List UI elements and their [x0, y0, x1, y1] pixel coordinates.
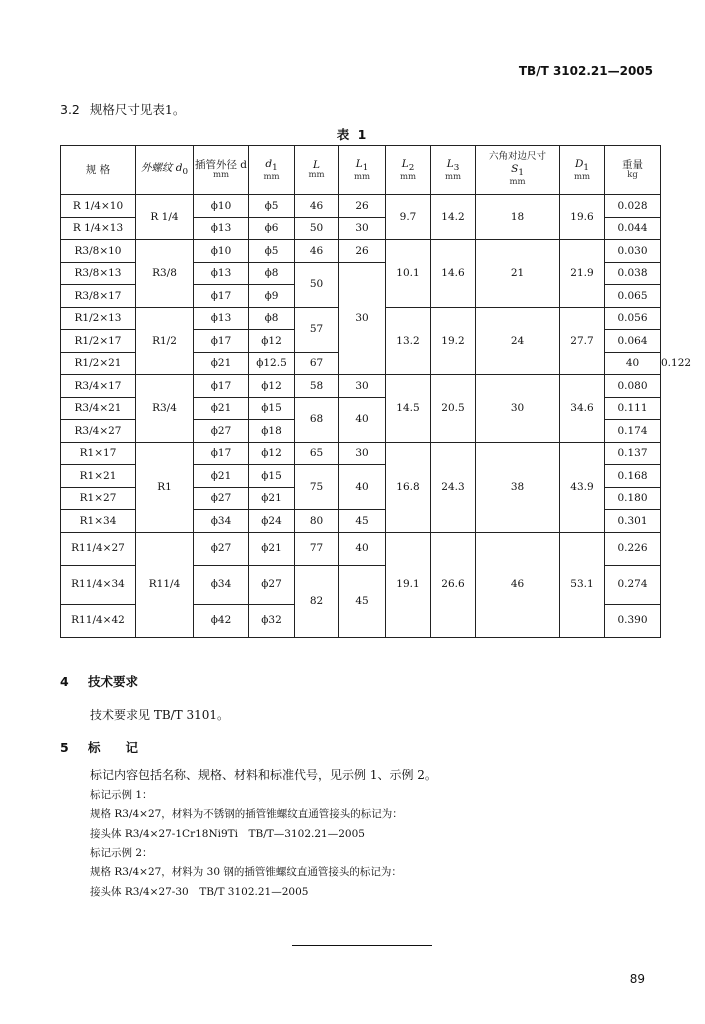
cell-L: 58 — [295, 375, 339, 398]
cell-tube-d: ϕ17 — [194, 330, 249, 353]
cell-spec: R11/4×34 — [61, 565, 136, 604]
cell-S1: 21 — [476, 240, 560, 308]
cell-L2: 9.7 — [386, 195, 431, 240]
header-L3: $L_3$ mm — [431, 146, 476, 195]
cell-L: 46 — [295, 195, 339, 218]
cell-L1: 45 — [339, 510, 386, 533]
cell-d1: ϕ8 — [249, 262, 295, 285]
cell-L2: 10.1 — [386, 240, 431, 308]
section-number: 3.2 — [60, 102, 80, 117]
spec-table — [60, 145, 692, 638]
cell-D1: 21.9 — [560, 240, 605, 308]
cell-tube-d: ϕ13 — [194, 262, 249, 285]
cell-d1: ϕ32 — [249, 604, 295, 637]
section-5-text: 标记内容包括名称、规格、材料和标准代号，见示例 1、示例 2。 — [90, 768, 437, 782]
cell-weight: 0.226 — [605, 532, 661, 565]
cell-L1: 26 — [339, 195, 386, 218]
cell-L1: 30 — [339, 442, 386, 465]
header-tube-d: 插管外径 d mm — [194, 146, 249, 195]
cell-weight: 0.080 — [605, 375, 661, 398]
cell-weight: 0.038 — [605, 262, 661, 285]
cell-tube-d: ϕ17 — [194, 375, 249, 398]
cell-thread: R3/4 — [136, 375, 194, 443]
footer-rule — [292, 945, 432, 946]
cell-tube-d: ϕ34 — [194, 565, 249, 604]
cell-d1: ϕ5 — [249, 240, 295, 263]
cell-L1: 45 — [339, 565, 386, 637]
cell-spec: R3/4×21 — [61, 397, 136, 420]
fraction: 1/4 — [85, 578, 103, 591]
cell-L2: 13.2 — [386, 307, 431, 375]
cell-weight: 0.180 — [605, 487, 661, 510]
cell-spec: R1×21 — [61, 465, 136, 488]
section-4-heading: 4 技术要求 — [60, 674, 139, 689]
cell-L: 67 — [295, 352, 339, 375]
cell-D1: 34.6 — [560, 375, 605, 443]
header-D1: $D_1$ mm — [560, 146, 605, 195]
cell-weight: 0.030 — [605, 240, 661, 263]
cell-L: 68 — [295, 397, 339, 442]
cell-spec: R3/4×17 — [61, 375, 136, 398]
cell-L: 57 — [295, 307, 339, 352]
cell-spec: R1×17 — [61, 442, 136, 465]
cell-S1: 18 — [476, 195, 560, 240]
cell-L3: 19.2 — [431, 307, 476, 375]
cell-spec: R1×27 — [61, 487, 136, 510]
table-row — [61, 240, 661, 263]
cell-L: 75 — [295, 465, 339, 510]
page-number: 89 — [629, 972, 645, 986]
cell-L3: 14.2 — [431, 195, 476, 240]
example-2-mark: 接头体 R3/4×27-30 TB/T 3102.21—2005 — [90, 886, 309, 898]
cell-tube-d: ϕ34 — [194, 510, 249, 533]
table-row — [61, 532, 661, 565]
cell-d1: ϕ15 — [249, 397, 295, 420]
fraction: 1/4 — [85, 542, 103, 555]
cell-weight: 0.044 — [605, 217, 661, 240]
section-5-heading: 5 标 记 — [60, 740, 139, 755]
cell-tube-d: ϕ21 — [194, 397, 249, 420]
cell-L2: 14.5 — [386, 375, 431, 443]
cell-d1: ϕ8 — [249, 307, 295, 330]
table-row — [61, 195, 661, 218]
cell-S1: 38 — [476, 442, 560, 532]
header-d1: $d_1$ mm — [249, 146, 295, 195]
header-thread: 外螺纹 $d_0$ — [136, 146, 194, 195]
cell-L1: 40 — [339, 532, 386, 565]
table-row — [61, 375, 661, 398]
cell-tube-d: ϕ13 — [194, 307, 249, 330]
cell-L: 80 — [295, 510, 339, 533]
cell-tube-d: ϕ42 — [194, 604, 249, 637]
cell-d1: ϕ24 — [249, 510, 295, 533]
cell-D1: 27.7 — [560, 307, 605, 375]
table-row: R1/2×21 ϕ21 ϕ12.5 67 40 0.122 — [61, 352, 661, 375]
cell-d1: ϕ12 — [249, 375, 295, 398]
cell-D1: 19.6 — [560, 195, 605, 240]
example-1-mark: 接头体 R3/4×27-1Cr18Ni9Ti TB/T—3102.21—2005 — [90, 828, 365, 840]
table-title: 表 1 — [336, 127, 369, 142]
cell-d1: ϕ18 — [249, 420, 295, 443]
cell-d1: ϕ21 — [249, 532, 295, 565]
cell-spec: R3/8×13 — [61, 262, 136, 285]
cell-thread: R1/2 — [136, 307, 194, 375]
cell-thread: R3/8 — [136, 240, 194, 308]
cell-L1: 40 — [339, 465, 386, 510]
cell-D1: 53.1 — [560, 532, 605, 637]
cell-L: 65 — [295, 442, 339, 465]
cell-spec: R1/2×17 — [61, 330, 136, 353]
header-hex: 六角对边尺寸 $S_1$ mm — [476, 146, 560, 195]
cell-S1: 30 — [476, 375, 560, 443]
header-L1: $L_1$ mm — [339, 146, 386, 195]
cell-spec: R11/4×27 — [61, 532, 136, 565]
cell-tube-d: ϕ21 — [194, 352, 249, 375]
cell-d1: ϕ5 — [249, 195, 295, 218]
example-1-label: 标记示例 1： — [90, 789, 153, 801]
header-spec: 规 格 — [61, 146, 136, 195]
cell-L2: 16.8 — [386, 442, 431, 532]
cell-thread: R 1/4 — [136, 195, 194, 240]
cell-L1: 40 — [605, 352, 661, 375]
cell-spec: R 1/4×10 — [61, 195, 136, 218]
cell-L: 77 — [295, 532, 339, 565]
cell-L: 82 — [295, 565, 339, 637]
cell-L2: 19.1 — [386, 532, 431, 637]
cell-tube-d: ϕ17 — [194, 285, 249, 308]
cell-weight: 0.274 — [605, 565, 661, 604]
cell-d1: ϕ12 — [249, 330, 295, 353]
cell-spec: R1×34 — [61, 510, 136, 533]
cell-d1: ϕ15 — [249, 465, 295, 488]
header-L2: $L_2$ mm — [386, 146, 431, 195]
section-text: 规格尺寸见表1。 — [89, 102, 186, 117]
cell-L: 50 — [295, 217, 339, 240]
cell-tube-d: ϕ27 — [194, 487, 249, 510]
cell-d1: ϕ9 — [249, 285, 295, 308]
cell-L3: 14.6 — [431, 240, 476, 308]
cell-thread: R11/4 — [136, 532, 194, 637]
cell-weight: 0.168 — [605, 465, 661, 488]
cell-tube-d: ϕ10 — [194, 240, 249, 263]
cell-spec: R3/8×17 — [61, 285, 136, 308]
cell-weight: 0.301 — [605, 510, 661, 533]
cell-L: 46 — [295, 240, 339, 263]
cell-weight: 0.137 — [605, 442, 661, 465]
cell-weight: 0.111 — [605, 397, 661, 420]
example-2-description: 规格 R3/4×27，材料为 30 钢的插管锥螺纹直通管接头的标记为： — [90, 866, 402, 878]
cell-S1: 24 — [476, 307, 560, 375]
header-weight: 重量 kg — [605, 146, 661, 195]
cell-spec: R1/2×21 — [61, 352, 136, 375]
cell-thread: R1 — [136, 442, 194, 532]
cell-S1: 46 — [476, 532, 560, 637]
cell-spec: R 1/4×13 — [61, 217, 136, 240]
cell-weight: 0.065 — [605, 285, 661, 308]
cell-L1: 26 — [339, 240, 386, 263]
cell-L3: 20.5 — [431, 375, 476, 443]
cell-L1: 30 — [339, 262, 386, 375]
table-row — [61, 442, 661, 465]
fraction: 1/4 — [163, 578, 181, 591]
cell-d1: ϕ21 — [249, 487, 295, 510]
example-2-label: 标记示例 2： — [90, 847, 153, 859]
cell-spec: R1/2×13 — [61, 307, 136, 330]
cell-spec: R11/4×42 — [61, 604, 136, 637]
cell-L: 50 — [295, 262, 339, 307]
cell-weight: 0.056 — [605, 307, 661, 330]
cell-tube-d: ϕ27 — [194, 420, 249, 443]
cell-weight: 0.174 — [605, 420, 661, 443]
example-1-description: 规格 R3/4×27，材料为不锈钢的插管锥螺纹直通管接头的标记为： — [90, 808, 403, 820]
cell-tube-d: ϕ27 — [194, 532, 249, 565]
cell-tube-d: ϕ13 — [194, 217, 249, 240]
cell-d1: ϕ12 — [249, 442, 295, 465]
cell-tube-d: ϕ21 — [194, 465, 249, 488]
cell-spec: R3/8×10 — [61, 240, 136, 263]
cell-d1: ϕ6 — [249, 217, 295, 240]
cell-D1: 43.9 — [560, 442, 605, 532]
section-4-text: 技术要求见 TB/T 3101。 — [90, 708, 230, 722]
table-header-row — [61, 146, 661, 195]
cell-weight: 0.390 — [605, 604, 661, 637]
cell-L1: 30 — [339, 217, 386, 240]
standard-code: TB/T 3102.21—2005 — [518, 64, 653, 78]
cell-L1: 30 — [339, 375, 386, 398]
cell-L3: 26.6 — [431, 532, 476, 637]
cell-weight: 0.028 — [605, 195, 661, 218]
header-L: L mm — [295, 146, 339, 195]
cell-d1: ϕ12.5 — [249, 352, 295, 375]
cell-spec: R3/4×27 — [61, 420, 136, 443]
section-3-2 — [60, 100, 185, 118]
cell-tube-d: ϕ10 — [194, 195, 249, 218]
cell-L3: 24.3 — [431, 442, 476, 532]
cell-tube-d: ϕ17 — [194, 442, 249, 465]
cell-weight: 0.064 — [605, 330, 661, 353]
fraction: 1/4 — [85, 614, 103, 627]
cell-d1: ϕ27 — [249, 565, 295, 604]
cell-L1: 40 — [339, 397, 386, 442]
